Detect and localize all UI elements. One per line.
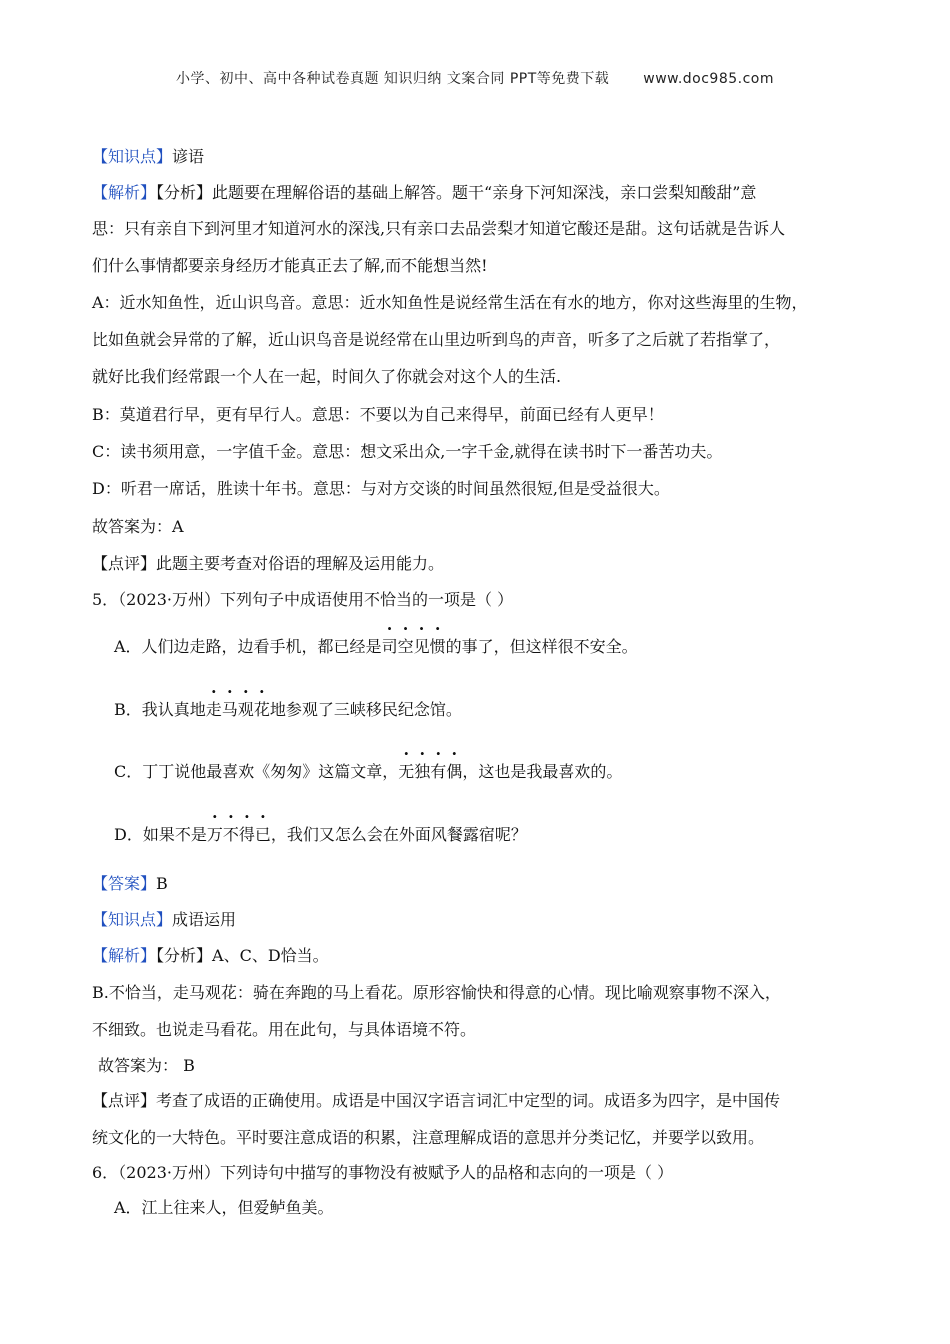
emphasis-char: 司 [381,637,398,656]
emphasis-char: 有 [430,762,447,781]
q5-review-line1: 【点评】考查了成语的正确使用。成语是中国汉字语言词汇中定型的词。成语多为四字，是中国传 [92,1091,781,1110]
q4-analysis-line3: 们什么事情都要亲身经历才能真正去了解,而不能想当然! [92,256,488,275]
q4-option-a-line3: 就好比我们经常跟一个人在一起，时间久了你就会对这个人的生活. [92,367,562,386]
q4-analysis-line2: 思：只有亲自下到河里才知道河水的深浅,只有亲口去品尝梨才知道它酸还是甜。这句话就是告诉人 [92,219,786,238]
q4-knowledge-point: 【知识点】谚语 [92,147,205,166]
emphasis-char: 偶 [446,762,463,781]
emphasis-char: 观 [237,700,254,719]
q5-review-line2: 统文化的一大特色。平时要注意成语的积累，注意理解成语的意思并分类记忆，并要学以致用。 [92,1128,765,1147]
q5-option-d: D．如果不是万不得已，我们又怎么会在外面风餐露宿呢？ [114,825,527,844]
emphasis-char: 无 [398,762,415,781]
emphasis-char: 惯 [429,637,446,656]
q5-knowledge-point: 【知识点】成语运用 [92,910,237,929]
emphasis-char: 已 [254,825,271,844]
q6-stem: 6．（2023·万州）下列诗句中描写的事物没有被赋予人的品格和志向的一项是（ ） [92,1163,674,1182]
q5-answer-key: 【答案】B [92,874,168,893]
q6-option-a: A．江上往来人，但爱鲈鱼美。 [114,1198,334,1217]
q4-option-a-line2: 比如鱼就会异常的了解，近山识鸟音是说经常在山里边听到鸟的声音，听多了之后就了若指掌了， [92,330,781,349]
q5-analysis-line3: 不细致。也说走马看花。用在此句，与具体语境不符。 [92,1020,477,1039]
q4-option-c: C：读书须用意，一字值千金。意思：想文采出众,一字千金,就得在读书时下一番苦功夫。 [92,442,723,461]
emphasis-char: 花 [253,700,270,719]
page-header [0,68,950,88]
header-text: 小学、初中、高中各种试卷真题 知识归纳 文案合同 PPT等免费下载 [175,71,610,87]
emphasis-char: 不 [222,825,239,844]
q5-option-b: B．我认真地走马观花地参观了三峡移民纪念馆。 [114,700,462,719]
q4-option-d: D：听君一席话，胜读十年书。意思：与对方交谈的时间虽然很短,但是受益很大。 [92,479,670,498]
emphasis-char: 得 [238,825,255,844]
emphasis-char: 马 [221,700,238,719]
emphasis-char: 走 [205,700,222,719]
q4-option-a-line1: A：近水知鱼性，近山识鸟音。意思：近水知鱼性是说经常生活在有水的地方，你对这些海里的生物， [92,293,808,312]
q5-option-c: C．丁丁说他最喜欢《匆匆》这篇文章，无独有偶，这也是我最喜欢的。 [114,762,623,781]
q4-review: 【点评】此题主要考查对俗语的理解及运用能力。 [92,554,445,573]
q5-stem: 5．（2023·万州）下列句子中成语使用不恰当的一项是（ ） [92,590,514,609]
q5-option-a: A．人们边走路，边看手机，都已经是司空见惯的事了，但这样很不安全。 [114,637,638,656]
emphasis-char: 空 [397,637,414,656]
q5-analysis-line1: 【解析】【分析】A、C、D恰当。 [92,946,329,965]
header-site: www.doc985.com [643,71,775,87]
q4-option-b: B：莫道君行早，更有早行人。意思：不要以为自己来得早，前面已经有人更早！ [92,405,664,424]
emphasis-char: 见 [413,637,430,656]
q5-analysis-line2: B.不恰当，走马观花：骑在奔跑的马上看花。原形容愉快和得意的心情。现比喻观察事物不深入， [92,983,781,1002]
q5-answer: 故答案为： B [98,1056,195,1075]
emphasis-char: 独 [414,762,431,781]
q4-analysis-line1: 【解析】【分析】此题要在理解俗语的基础上解答。题干“亲身下河知深浅，亲口尝梨知酸甜”意 [92,183,757,202]
q4-answer: 故答案为：A [92,517,184,536]
emphasis-char: 万 [206,825,223,844]
